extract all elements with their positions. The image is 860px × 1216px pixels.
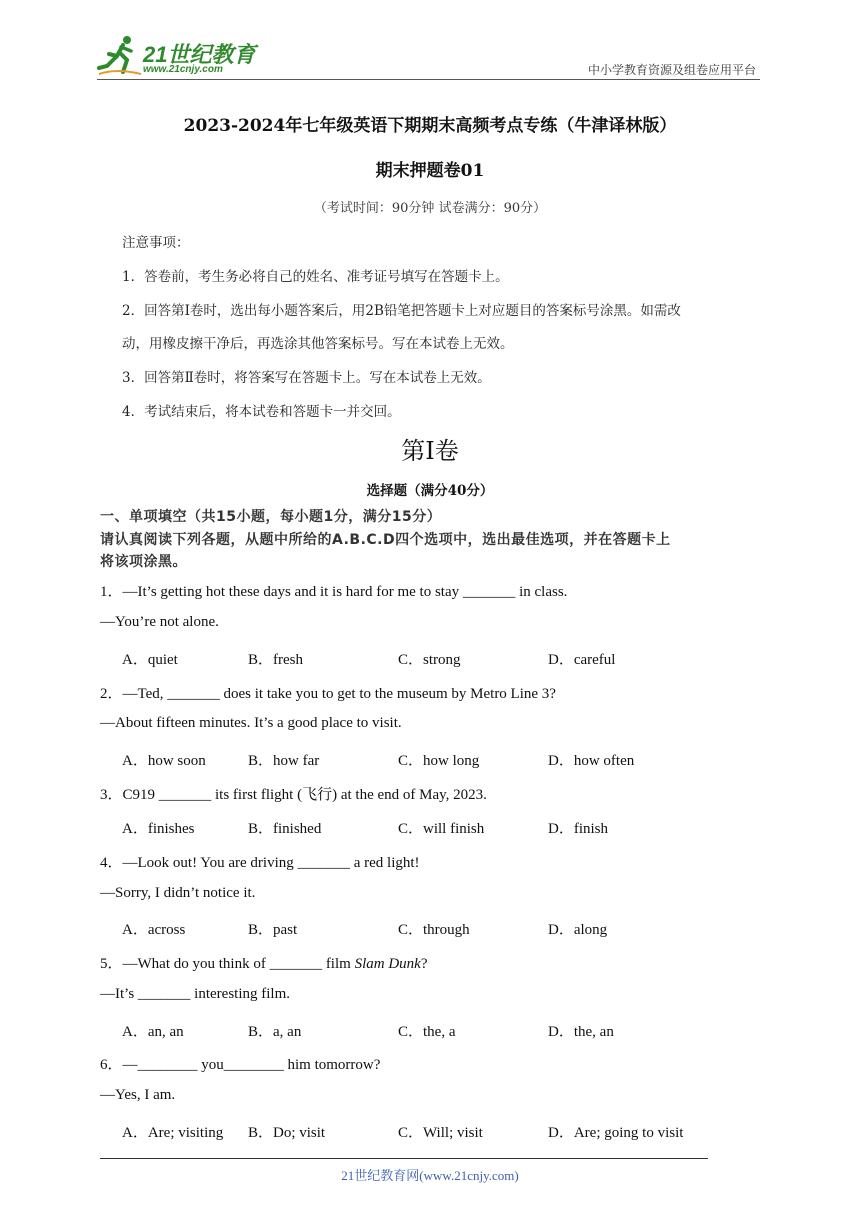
header-divider [97,79,760,80]
option-d: D．how often [548,753,635,769]
option-d: D．careful [548,652,616,668]
question-4-reply: —Sorry, I didn’t notice it. [100,885,256,901]
question-6: 6．—________ you________ him tomorrow? [100,1057,381,1073]
question-1: 1．—It’s getting hot these days and it is hard for me to stay _______ in class. [100,584,568,600]
question-3-options [122,817,762,837]
option-d: D．Are; going to visit [548,1125,684,1141]
note-item: 动，用橡皮擦干净后，再选涂其他答案标号。写在本试卷上无效。 [122,336,514,352]
option-b: B．finished [248,821,322,837]
exam-info: （考试时间：90分钟 试卷满分：90分） [313,201,547,216]
option-c: C．will finish [398,821,485,837]
note-item: 4．考试结束后，将本试卷和答题卡一并交回。 [122,404,401,420]
footer-link[interactable]: 21世纪教育网(www.21cnjy.com) [341,1168,519,1183]
option-a: A．Are; visiting [122,1125,224,1141]
option-b: B．fresh [248,652,303,668]
notes-heading: 注意事项： [122,235,190,251]
section-title: 第Ⅰ卷 [401,437,459,465]
option-b: B．how far [248,753,320,769]
option-a: A．quiet [122,652,178,668]
option-d: D．finish [548,821,609,837]
question-5 [100,952,427,973]
option-a: A．an, an [122,1024,184,1040]
question-4-options [122,918,762,938]
film-title: Slam Dunk [354,956,421,972]
option-a: A．across [122,922,186,938]
question-5-reply: —It’s _______ interesting film. [100,986,290,1002]
note-item: 1．答卷前，考生务必将自己的姓名、准考证号填写在答题卡上。 [122,269,509,285]
logo [97,34,267,78]
part-title: 一、单项填空（共15小题，每小题1分，满分15分） [100,509,442,525]
question-2-reply: —About fifteen minutes. It’s a good place to visit. [100,715,402,731]
instructions: 请认真阅读下列各题，从题中所给的A.B.C.D四个选项中，选出最佳选项，并在答题卡上 [100,532,671,548]
question-1-options [122,648,762,668]
footer-divider [100,1158,708,1159]
option-c: C．Will; visit [398,1125,483,1141]
exam-subtitle: 期末押题卷01 [375,161,485,181]
question-1-reply: —You’re not alone. [100,614,219,630]
note-item: 2．回答第Ⅰ卷时，选出每小题答案后，用2B铅笔把答题卡上对应题目的答案标号涂黑。如需改 [122,303,681,319]
section-subtitle: 选择题（满分40分） [366,483,494,499]
question-5-end: ? [420,956,428,972]
question-6-options [122,1121,762,1141]
question-5-options [122,1020,762,1040]
question-3: 3．C919 _______ its first flight (飞行) at the end of May, 2023. [100,787,487,803]
question-2-options [122,749,762,769]
option-d: D．along [548,922,608,938]
question-5-text: 5．—What do you think of _______ film [100,956,355,972]
option-c: C．how long [398,753,480,769]
option-a: A．finishes [122,821,195,837]
logo-url: www.21cnjy.com [143,64,223,75]
option-b: B．a, an [248,1024,302,1040]
instructions: 将该项涂黑。 [100,554,187,570]
option-b: B．past [248,922,298,938]
platform-label: 中小学教育资源及组卷应用平台 [587,63,756,77]
option-c: C．the, a [398,1024,456,1040]
option-c: C．strong [398,652,461,668]
question-4: 4．—Look out! You are driving _______ a red light! [100,855,420,871]
page-header [97,34,760,80]
option-c: C．through [398,922,470,938]
option-b: B．Do; visit [248,1125,326,1141]
option-d: D．the, an [548,1024,614,1040]
option-a: A．how soon [122,753,206,769]
question-2: 2．—Ted, _______ does it take you to get to the museum by Metro Line 3? [100,686,556,702]
note-item: 3．回答第Ⅱ卷时，将答案写在答题卡上。写在本试卷上无效。 [122,370,491,386]
runner-icon [97,34,143,78]
exam-title: 2023-2024年七年级英语下期期末高频考点专练（牛津译林版） [183,116,677,136]
question-6-reply: —Yes, I am. [100,1087,176,1103]
logo-text: 21世纪教育 [143,42,256,67]
